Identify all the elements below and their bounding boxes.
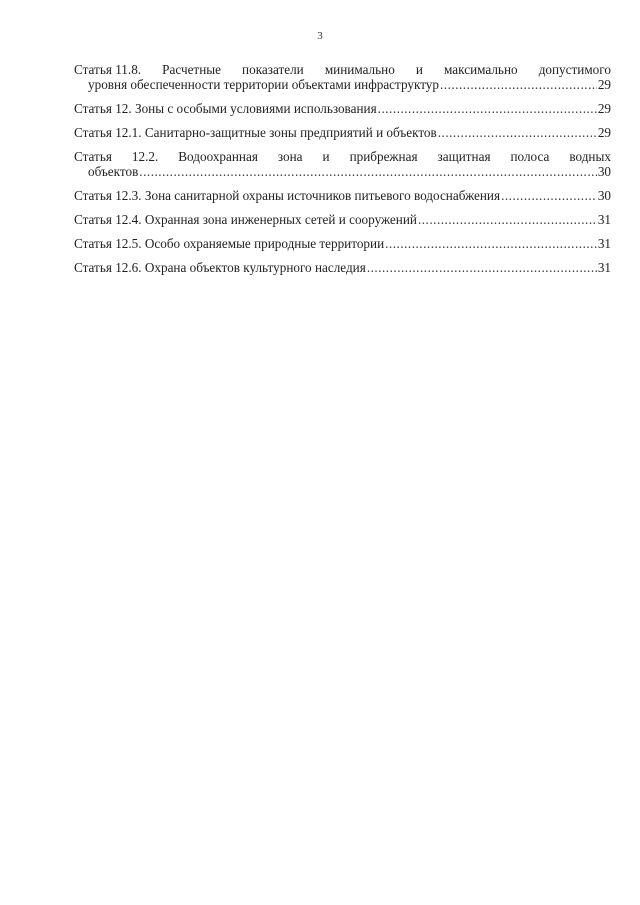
toc-page-number: 30 [597,188,611,203]
toc-entry-title: уровня обеспеченности территории объектами инфраструктур [88,77,439,92]
toc-page-number: 31 [597,260,611,275]
toc-word: прибрежная [349,149,418,164]
toc-leader-dots [501,188,597,203]
toc-leader-dots [378,101,597,116]
page-number: 3 [317,30,323,42]
toc-entry-line [74,260,611,275]
toc-word: Водоохранная [178,149,258,164]
toc-word: минимально [324,62,395,77]
toc-entry-12-2[interactable] [74,149,611,179]
toc-word: 12.2. [131,149,159,164]
toc-entry-title: Статья 12.6. Охрана объектов культурного наследия [74,260,366,275]
toc-leader-dots [385,236,597,251]
toc-entry-title: Статья 12.5. Особо охраняемые природные территории [74,236,385,251]
toc-word: максимально [444,62,518,77]
toc-entry-line [74,188,611,203]
toc-entry-title: Статья 12. Зоны с особыми условиями использования [74,101,377,116]
toc-entry-title: Статья 12.1. Санитарно-защитные зоны предприятий и объектов [74,125,437,140]
toc-entry-line [74,212,611,227]
toc-word: Статья [74,149,112,164]
toc-word: и [415,62,423,77]
table-of-contents [74,62,611,284]
toc-word: и [322,149,330,164]
toc-page-number: 31 [597,236,611,251]
toc-page-number: 31 [597,212,611,227]
toc-page-number: 29 [597,101,611,116]
toc-leader-dots [139,164,597,179]
toc-word: полоса [510,149,550,164]
toc-page-number: 29 [597,125,611,140]
toc-leader-dots [440,77,597,92]
toc-entry-12-6[interactable] [74,260,611,275]
toc-word: водных [569,149,611,164]
toc-word: Расчетные [162,62,221,77]
toc-word: допустимого [538,62,611,77]
toc-entry-12-1[interactable] [74,125,611,140]
toc-entry-last-line [74,77,611,92]
toc-entry-12-3[interactable] [74,188,611,203]
toc-word: Статья 11.8. [74,62,142,77]
toc-entry-first-line [74,62,611,77]
toc-leader-dots [367,260,597,275]
toc-entry-title: Статья 12.4. Охранная зона инженерных сетей и сооружений [74,212,417,227]
toc-entry-title: Статья 12.3. Зона санитарной охраны источников питьевого водоснабжения [74,188,501,203]
toc-page-number: 30 [597,164,611,179]
toc-entry-11-8[interactable] [74,62,611,92]
toc-entry-last-line [74,164,611,179]
toc-leader-dots [418,212,597,227]
toc-entry-line [74,101,611,116]
toc-word: показатели [242,62,304,77]
toc-entry-title: объектов [88,164,139,179]
toc-leader-dots [438,125,597,140]
toc-entry-line [74,236,611,251]
toc-word: зона [277,149,303,164]
toc-page-number: 29 [597,77,611,92]
toc-entry-12-5[interactable] [74,236,611,251]
toc-entry-12-4[interactable] [74,212,611,227]
toc-word: защитная [437,149,491,164]
toc-entry-line [74,125,611,140]
toc-entry-first-line [74,149,611,164]
toc-entry-12[interactable] [74,101,611,116]
